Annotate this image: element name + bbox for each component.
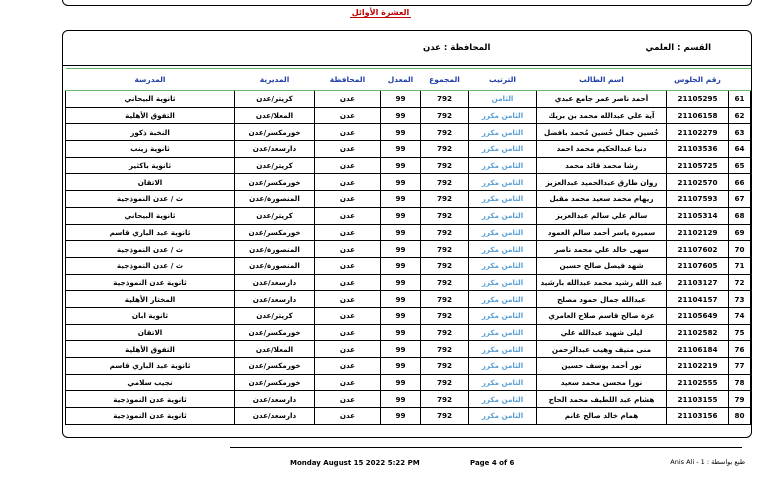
seat-number-cell: 21102219 [667,358,729,375]
school-cell: التفوق الأهلية [66,107,235,124]
seat-number-cell: 21102582 [667,324,729,341]
school-cell: ثانوية البيحاني [66,207,235,224]
seat-number-cell: 21107602 [667,241,729,258]
directorate-cell: المنصورة/عدن [235,241,315,258]
directorate-cell: كريتر/عدن [235,307,315,324]
school-cell: ثانوية عدن النموذجية [66,274,235,291]
total-cell: 792 [421,358,469,375]
seat-number-cell: 21102279 [667,124,729,141]
rank-cell: الثامن مكرر [469,341,537,358]
average-cell: 99 [381,307,421,324]
table-row [66,191,751,208]
seat-number-cell: 21103127 [667,274,729,291]
governorate-cell: عدن [315,91,381,108]
student-name-cell: روان طارق عبدالحميد عبدالعزيز [537,174,667,191]
school-cell: ثانوية عبد الباري قاسم [66,224,235,241]
footer-credit: طبع بواسطة : 1 - Anis Ali [670,458,745,466]
governorate-cell: عدن [315,124,381,141]
row-index-cell: 76 [729,341,751,358]
rank-cell: الثامن مكرر [469,374,537,391]
row-index-cell: 72 [729,274,751,291]
average-cell: 99 [381,224,421,241]
total-cell: 792 [421,324,469,341]
governorate-cell: عدن [315,358,381,375]
student-name-cell: عبد الله رشيد محمد عبدالله بارشيد [537,274,667,291]
directorate-cell: خورمكسر/عدن [235,358,315,375]
footer-date: Monday August 15 2022 5:22 PM [290,459,420,467]
directorate-cell: كريتر/عدن [235,207,315,224]
student-name-cell: حُسين جمال حُسين مُحمد بافضل [537,124,667,141]
directorate-cell: المنصورة/عدن [235,257,315,274]
rank-cell: الثامن مكرر [469,107,537,124]
table-row [66,358,751,375]
total-cell: 792 [421,207,469,224]
governorate-cell: عدن [315,224,381,241]
total-cell: 792 [421,291,469,308]
table-row [66,374,751,391]
rank-cell: الثامن [469,91,537,108]
seat-number-cell: 21105314 [667,207,729,224]
average-cell: 99 [381,174,421,191]
row-index-cell: 67 [729,191,751,208]
rank-cell: الثامن مكرر [469,141,537,158]
directorate-cell: خورمكسر/عدن [235,324,315,341]
col-total: المجموع [421,69,469,91]
results-table [65,68,751,425]
directorate-cell: دارسعد/عدن [235,391,315,408]
total-cell: 792 [421,307,469,324]
student-name-cell: نور أحمد يوسف حسين [537,358,667,375]
average-cell: 99 [381,324,421,341]
header-separator [63,65,751,66]
table-header-row [66,69,751,91]
row-index-cell: 61 [729,91,751,108]
governorate-cell: عدن [315,291,381,308]
directorate-cell: كريتر/عدن [235,157,315,174]
directorate-cell: المعلا/عدن [235,107,315,124]
seat-number-cell: 21106158 [667,107,729,124]
directorate-cell: دارسعد/عدن [235,141,315,158]
total-cell: 792 [421,341,469,358]
school-cell: ثانوية البيحاني [66,91,235,108]
governorate-cell: عدن [315,391,381,408]
average-cell: 99 [381,191,421,208]
total-cell: 792 [421,124,469,141]
average-cell: 99 [381,391,421,408]
average-cell: 99 [381,358,421,375]
row-index-cell: 74 [729,307,751,324]
total-cell: 792 [421,174,469,191]
school-cell: ثانوية عبد الباري قاسم [66,358,235,375]
total-cell: 792 [421,107,469,124]
directorate-cell: كريتر/عدن [235,91,315,108]
average-cell: 99 [381,291,421,308]
student-name-cell: سميرة ياسر أحمد سالم العمود [537,224,667,241]
rank-cell: الثامن مكرر [469,224,537,241]
school-cell: ث / عدن النموذجية [66,191,235,208]
seat-number-cell: 21102129 [667,224,729,241]
student-name-cell: رشا محمد قائد محمد [537,157,667,174]
table-row [66,274,751,291]
school-cell: ثانوية ابان [66,307,235,324]
school-cell: نجيب سلامي [66,374,235,391]
table-row [66,141,751,158]
table-row [66,324,751,341]
student-name-cell: عبدالله جمال حمود مصلح [537,291,667,308]
average-cell: 99 [381,141,421,158]
average-cell: 99 [381,257,421,274]
seat-number-cell: 21107605 [667,257,729,274]
school-cell: التفوق الأهلية [66,341,235,358]
student-name-cell: منى منيف وهيب عبدالرحمن [537,341,667,358]
row-index-cell: 73 [729,291,751,308]
report-frame [62,30,752,438]
rank-cell: الثامن مكرر [469,408,537,425]
rank-cell: الثامن مكرر [469,241,537,258]
average-cell: 99 [381,91,421,108]
table-row [66,174,751,191]
directorate-cell: خورمكسر/عدن [235,224,315,241]
table-row [66,207,751,224]
table-row [66,341,751,358]
governorate-cell: عدن [315,174,381,191]
average-cell: 99 [381,157,421,174]
school-cell: الاتقان [66,174,235,191]
seat-number-cell: 21103155 [667,391,729,408]
student-name-cell: أحمد ناصر عمر جامع عبدي [537,91,667,108]
table-row [66,307,751,324]
student-name-cell: عزة صالح قاسم صلاح العامري [537,307,667,324]
row-index-cell: 68 [729,207,751,224]
student-name-cell: سالم علي سالم عبدالعزيز [537,207,667,224]
col-directorate: المديرية [235,69,315,91]
total-cell: 792 [421,91,469,108]
directorate-cell: خورمكسر/عدن [235,174,315,191]
governorate-cell: عدن [315,324,381,341]
average-cell: 99 [381,274,421,291]
school-cell: ثانوية باكثير [66,157,235,174]
governorate-cell: عدن [315,107,381,124]
student-name-cell: همام خالد صالح غانم [537,408,667,425]
rank-cell: الثامن مكرر [469,191,537,208]
row-index-cell: 63 [729,124,751,141]
governorate-cell: عدن [315,241,381,258]
student-name-cell: ليلى شهيد عبدالله علي [537,324,667,341]
rank-cell: الثامن مكرر [469,358,537,375]
student-name-cell: شهد فيصل صالح حسين [537,257,667,274]
row-index-cell: 64 [729,141,751,158]
directorate-cell: دارسعد/عدن [235,408,315,425]
col-student-name: اسم الطالب [537,69,667,91]
directorate-cell: المنصورة/عدن [235,191,315,208]
total-cell: 792 [421,408,469,425]
table-row [66,241,751,258]
table-row [66,391,751,408]
governorate-cell: عدن [315,207,381,224]
school-cell: ث / عدن النموذجية [66,257,235,274]
governorate-cell: عدن [315,374,381,391]
footer-page-number: Page 4 of 6 [470,459,515,467]
rank-cell: الثامن مكرر [469,307,537,324]
average-cell: 99 [381,241,421,258]
governorate-cell: عدن [315,257,381,274]
total-cell: 792 [421,374,469,391]
directorate-cell: المعلا/عدن [235,341,315,358]
directorate-cell: خورمكسر/عدن [235,124,315,141]
col-seat-number: رقم الجلوس [667,69,729,91]
row-index-cell: 65 [729,157,751,174]
row-index-cell: 79 [729,391,751,408]
col-average: المعدل [381,69,421,91]
total-cell: 792 [421,241,469,258]
school-cell: ثانوية عدن النموذجية [66,391,235,408]
governorate-label: المحافظة : عدن [423,43,491,53]
rank-cell: الثامن مكرر [469,291,537,308]
school-cell: النخبة ذكور [66,124,235,141]
rank-cell: الثامن مكرر [469,207,537,224]
total-cell: 792 [421,191,469,208]
seat-number-cell: 21105295 [667,91,729,108]
school-cell: الاتقان [66,324,235,341]
table-row [66,91,751,108]
school-cell: ثانوية زينب [66,141,235,158]
table-row [66,157,751,174]
total-cell: 792 [421,274,469,291]
seat-number-cell: 21107593 [667,191,729,208]
directorate-cell: خورمكسر/عدن [235,374,315,391]
table-row [66,408,751,425]
total-cell: 792 [421,224,469,241]
rank-cell: الثامن مكرر [469,274,537,291]
table-row [66,291,751,308]
average-cell: 99 [381,207,421,224]
col-index [729,69,751,91]
row-index-cell: 70 [729,241,751,258]
row-index-cell: 69 [729,224,751,241]
school-cell: المختار الأهلية [66,291,235,308]
total-cell: 792 [421,141,469,158]
row-index-cell: 80 [729,408,751,425]
seat-number-cell: 21102555 [667,374,729,391]
row-index-cell: 75 [729,324,751,341]
document-title: العشرة الأوائل [351,8,410,17]
rank-cell: الثامن مكرر [469,257,537,274]
student-name-cell: آية علي عبدالله محمد بن بريك [537,107,667,124]
row-index-cell: 77 [729,358,751,375]
school-cell: ث / عدن النموذجية [66,241,235,258]
seat-number-cell: 21106184 [667,341,729,358]
governorate-cell: عدن [315,408,381,425]
student-name-cell: نورا محسن محمد سعيد [537,374,667,391]
table-row [66,107,751,124]
rank-cell: الثامن مكرر [469,174,537,191]
footer-rule [230,447,742,448]
seat-number-cell: 21105725 [667,157,729,174]
average-cell: 99 [381,408,421,425]
student-name-cell: دنيا عبدالحكيم محمد احمد [537,141,667,158]
rank-cell: الثامن مكرر [469,157,537,174]
row-index-cell: 62 [729,107,751,124]
average-cell: 99 [381,374,421,391]
average-cell: 99 [381,107,421,124]
total-cell: 792 [421,157,469,174]
row-index-cell: 78 [729,374,751,391]
student-name-cell: سهى خالد علي محمد ناصر [537,241,667,258]
col-governorate: المحافظة [315,69,381,91]
school-cell: ثانوية عدن النموذجية [66,408,235,425]
row-index-cell: 66 [729,174,751,191]
rank-cell: الثامن مكرر [469,391,537,408]
seat-number-cell: 21102570 [667,174,729,191]
rank-cell: الثامن مكرر [469,124,537,141]
seat-number-cell: 21105649 [667,307,729,324]
governorate-cell: عدن [315,341,381,358]
directorate-cell: دارسعد/عدن [235,274,315,291]
row-index-cell: 71 [729,257,751,274]
seat-number-cell: 21103156 [667,408,729,425]
table-row [66,257,751,274]
governorate-cell: عدن [315,191,381,208]
total-cell: 792 [421,391,469,408]
table-row [66,124,751,141]
col-school: المدرسة [66,69,235,91]
table-row [66,224,751,241]
section-label: القسم : العلمي [645,43,711,53]
governorate-cell: عدن [315,307,381,324]
col-rank: الترتيب [469,69,537,91]
governorate-cell: عدن [315,157,381,174]
top-border [62,0,752,6]
student-name-cell: ريهام محمد سعيد محمد مقبل [537,191,667,208]
directorate-cell: دارسعد/عدن [235,291,315,308]
seat-number-cell: 21104157 [667,291,729,308]
total-cell: 792 [421,257,469,274]
rank-cell: الثامن مكرر [469,324,537,341]
seat-number-cell: 21103536 [667,141,729,158]
average-cell: 99 [381,124,421,141]
student-name-cell: هشام عبد اللطيف محمد الحاج [537,391,667,408]
governorate-cell: عدن [315,274,381,291]
governorate-cell: عدن [315,141,381,158]
average-cell: 99 [381,341,421,358]
